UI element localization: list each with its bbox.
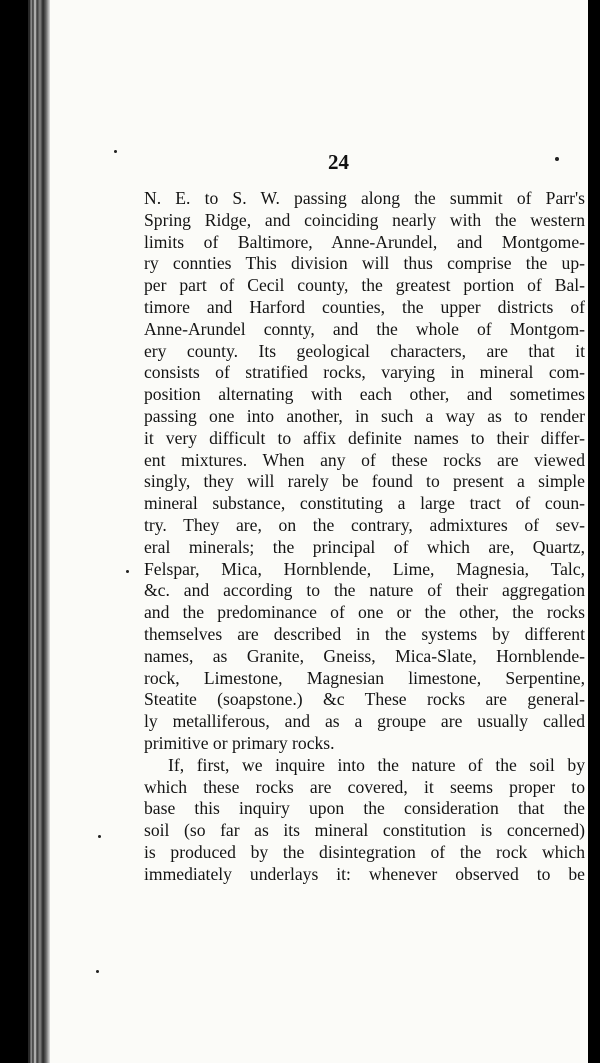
text-line: themselves are described in the systems by different: [144, 623, 585, 644]
ink-speck: [96, 970, 99, 973]
paragraph-2: [144, 755, 585, 886]
text-line: passing one into another, in such a way as to render: [144, 405, 585, 426]
body-text: [144, 188, 585, 886]
text-line: limits of Baltimore, Anne-Arundel, and Montgome-: [144, 231, 585, 252]
text-line: ent mixtures. When any of these rocks are viewed: [144, 449, 585, 470]
text-line: try. They are, on the contrary, admixtures of sev-: [144, 514, 585, 535]
text-line: &c. and according to the nature of their aggregation: [144, 580, 585, 601]
page-number: 24: [328, 150, 349, 174]
page-edge: [588, 0, 594, 1063]
text-line: primitive or primary rocks.: [144, 732, 335, 753]
binding-gutter: [28, 0, 50, 1063]
text-line: eral minerals; the principal of which are, Quartz,: [144, 536, 585, 557]
text-line: names, as Granite, Gneiss, Mica-Slate, Hornblende-: [144, 645, 585, 666]
text-line: ery county. Its geological characters, are that it: [144, 340, 585, 361]
text-line: ly metalliferous, and as a groupe are usually called: [144, 711, 585, 732]
text-line: timore and Harford counties, the upper districts of: [144, 296, 585, 317]
ink-speck: [98, 835, 101, 838]
text-line: ry connties This division will thus comprise the up-: [144, 253, 585, 274]
text-line: soil (so far as its mineral constitution is concerned): [144, 820, 585, 841]
text-line: Steatite (soapstone.) &c These rocks are general-: [144, 689, 585, 710]
text-line: mineral substance, constituting a large tract of coun-: [144, 493, 585, 514]
text-line: Felspar, Mica, Hornblende, Lime, Magnesia, Talc,: [144, 558, 585, 579]
book-page: [28, 0, 594, 1063]
text-line: Spring Ridge, and coinciding nearly with the western: [144, 209, 585, 230]
text-line: If, first, we inquire into the nature of the soil by: [168, 754, 585, 775]
text-line: N. E. to S. W. passing along the summit of Parr's: [144, 188, 585, 208]
text-line: which these rocks are covered, it seems proper to: [144, 776, 585, 797]
text-line: consists of stratified rocks, varying in mineral com-: [144, 362, 585, 383]
text-line: Anne-Arundel connty, and the whole of Montgom-: [144, 318, 585, 339]
text-line: per part of Cecil county, the greatest portion of Bal-: [144, 275, 585, 296]
ink-speck: [555, 157, 559, 161]
text-line: is produced by the disintegration of the rock which: [144, 841, 585, 862]
text-line: and the predominance of one or the other, the rocks: [144, 602, 585, 623]
text-line: immediately underlays it: whenever observed to be: [144, 863, 585, 884]
text-line: singly, they will rarely be found to present a simple: [144, 471, 585, 492]
text-line: position alternating with each other, and sometimes: [144, 384, 585, 405]
text-line: rock, Limestone, Magnesian limestone, Serpentine,: [144, 667, 585, 688]
ink-speck: [114, 150, 117, 153]
text-line: base this inquiry upon the consideration that the: [144, 798, 585, 819]
ink-speck: [126, 570, 129, 573]
paragraph-1: [144, 188, 585, 755]
text-line: it very difficult to affix definite names to their differ-: [144, 427, 585, 448]
